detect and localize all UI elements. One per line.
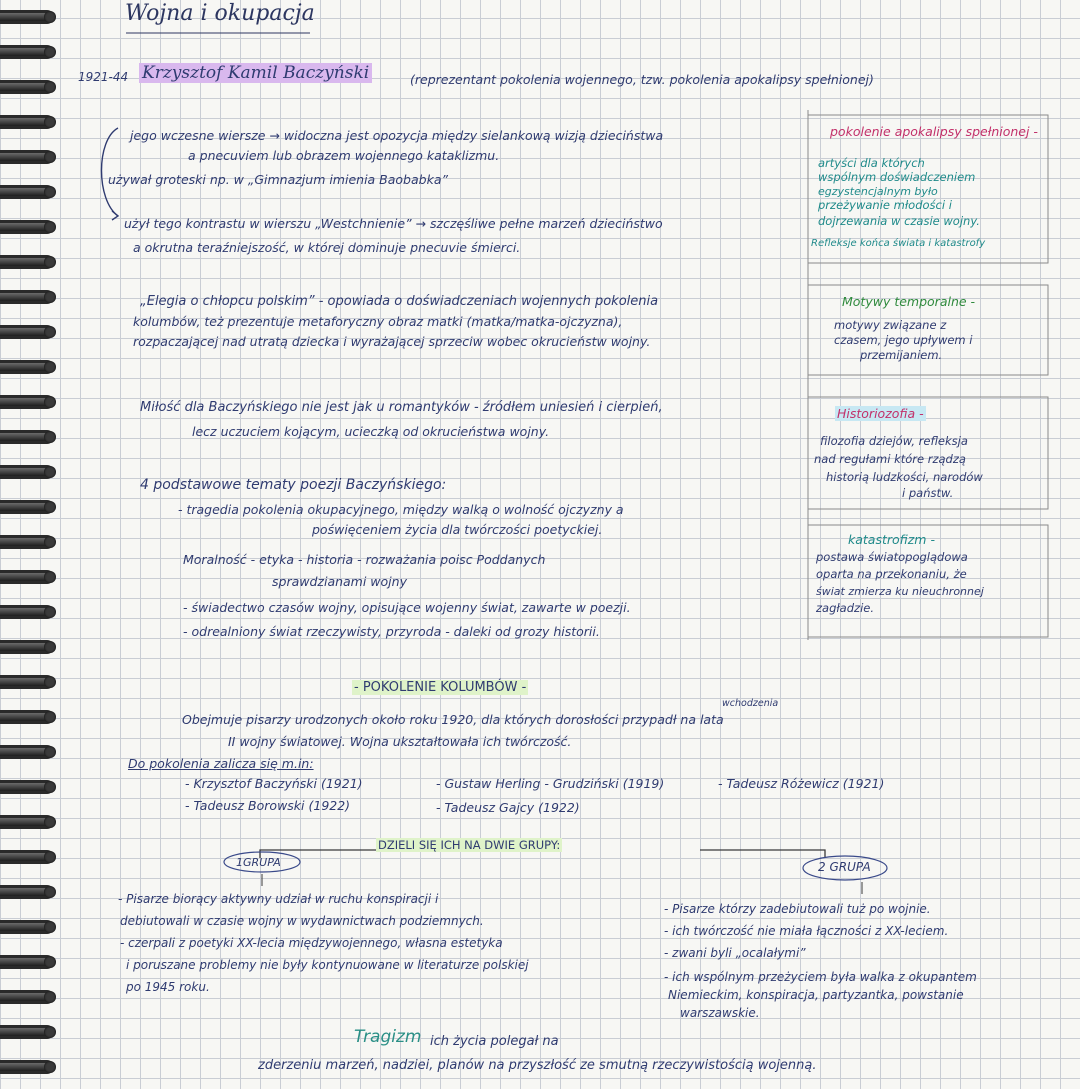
sidebar2-l3: przemijaniem.: [860, 348, 943, 362]
group2-l3: - zwani byli „ocalałymi”: [664, 946, 806, 960]
p2-line2: a okrutna teraźniejszość, w której dominuje pnecuvie śmierci.: [133, 240, 521, 255]
member-1: - Krzysztof Baczyński (1921): [185, 776, 363, 791]
tragizm-l1: ich życia polegał na: [430, 1034, 559, 1049]
group1-label: 1GRUPA: [236, 856, 281, 869]
members-heading: Do pokolenia zalicza się m.in:: [128, 756, 314, 771]
sidebar2-l2: czasem, jego upływem i: [834, 333, 973, 347]
page-title: Wojna i okupacja: [125, 1, 315, 26]
years: 1921-44: [78, 70, 129, 84]
group1-l3: - czerpali z poetyki XX-lecia międzywojennego, własna estetyka: [120, 936, 503, 950]
sidebar3-title: Historiozofia -: [837, 406, 924, 421]
sidebar1-title: pokolenie apokalipsy spełnionej -: [830, 124, 1038, 139]
sidebar2-l1: motywy związane z: [834, 318, 947, 332]
group1-l5: po 1945 roku.: [126, 980, 210, 994]
group1-l1: - Pisarze biorący aktywny udział w ruchu konspiracji i: [118, 892, 439, 906]
sidebar1-l6: Refleksje końca świata i katastrofy: [811, 238, 986, 249]
theme1-line1: - tragedia pokolenia okupacyjnego, między walką o wolność ojczyzny a: [178, 502, 624, 517]
sidebar4-l2: oparta na przekonaniu, że: [816, 567, 967, 581]
sidebar3-l4: i państw.: [902, 486, 954, 500]
sidebar1-l3: egzystencjalnym było: [818, 185, 938, 198]
sidebar3-l1: filozofia dziejów, refleksja: [820, 434, 968, 448]
kolumbowie-heading: - POKOLENIE KOLUMBÓW -: [354, 680, 527, 695]
member-2: - Gustaw Herling - Grudziński (1919): [436, 776, 665, 791]
group2-l6: warszawskie.: [680, 1006, 760, 1020]
sidebar3-l3: historią ludzkości, narodów: [826, 470, 983, 484]
p1-line2: a pnecuviem lub obrazem wojennego kataklizmu.: [188, 148, 500, 163]
sidebar3-l2: nad regułami które rządzą: [814, 452, 966, 466]
theme4: - odrealniony świat rzeczywisty, przyroda - daleki od grozy historii.: [183, 624, 600, 639]
kolumbowie-above: wchodzenia: [722, 698, 779, 709]
group2-l1: - Pisarze którzy zadebiutowali tuż po wojnie.: [664, 902, 931, 916]
group1-l4: i poruszane problemy nie były kontynuowane w literaturze polskiej: [126, 958, 529, 972]
group2-l2: - ich twórczość nie miała łączności z XX-leciem.: [664, 924, 949, 938]
theme3: - świadectwo czasów wojny, opisujące wojenny świat, zawarte w poezji.: [183, 600, 631, 615]
group1-l2: debiutowali w czasie wojny w wydawnictwach podziemnych.: [120, 914, 484, 928]
p2-line1: użył tego kontrastu w wierszu „Westchnienie” → szczęśliwe pełne marzeń dzieciństwo: [124, 216, 663, 231]
p4-line1: Miłość dla Baczyńskiego nie jest jak u romantyków - źródłem uniesień i cierpień,: [140, 400, 663, 415]
sidebar1-l5: dojrzewania w czasie wojny.: [818, 214, 980, 228]
sidebar4-l4: zagładzie.: [816, 601, 874, 615]
sidebar2-title: Motywy temporalne -: [842, 294, 976, 309]
theme2-line1: Moralność - etyka - historia - rozważania poisc Poddanych: [183, 552, 546, 567]
theme2-line2: sprawdzianami wojny: [272, 574, 407, 589]
group2-label: 2 GRUPA: [818, 860, 871, 874]
sidebar4-l3: świat zmierza ku nieuchronnej: [816, 585, 984, 598]
kolumbowie-l2: II wojny światowej. Wojna ukształtowała ich twórczość.: [228, 734, 572, 749]
group2-l5: Niemieckim, konspiracja, partyzantka, powstanie: [668, 988, 964, 1002]
p3-line1: „Elegia o chłopcu polskim” - opowiada o doświadczeniach wojennych pokolenia: [140, 294, 659, 309]
member-5: - Tadeusz Gajcy (1922): [436, 800, 580, 815]
member-4: - Tadeusz Borowski (1922): [185, 798, 351, 813]
p3-line3: rozpaczającej nad utratą dziecka i wyrażającej sprzeciw wobec okrucieństw wojny.: [133, 334, 651, 349]
p3-line2: kolumbów, też prezentuje metaforyczny obraz matki (matka/matka-ojczyzna),: [133, 314, 623, 329]
author-note: (reprezentant pokolenia wojennego, tzw. pokolenia apokalipsy spełnionej): [410, 72, 874, 87]
p1-line1: jego wczesne wiersze → widoczna jest opozycja między sielankową wizją dzieciństwa: [130, 128, 664, 143]
p5-heading: 4 podstawowe tematy poezji Baczyńskiego:: [140, 477, 447, 493]
sidebar4-l1: postawa światopoglądowa: [816, 550, 968, 564]
p1-line3: używał groteski np. w „Gimnazjum imienia Baobabka”: [108, 172, 448, 187]
theme1-line2: poświęceniem życia dla twórczości poetyckiej.: [312, 522, 603, 537]
tragizm-l2: zderzeniu marzeń, nadziei, planów na przyszłość ze smutną rzeczywistością wojenną.: [258, 1058, 817, 1073]
group2-l4: - ich wspólnym przeżyciem była walka z okupantem: [664, 970, 977, 984]
sidebar4-title: katastrofizm -: [848, 532, 935, 547]
author-name: Krzysztof Kamil Baczyński: [139, 63, 372, 83]
tragizm-word: Tragizm: [354, 1027, 422, 1047]
groups-split-label: DZIELI SIĘ ICH NA DWIE GRUPY:: [378, 838, 561, 852]
member-3: - Tadeusz Różewicz (1921): [718, 776, 885, 791]
sidebar1-l1: artyści dla których: [818, 156, 925, 170]
sidebar1-l2: wspólnym doświadczeniem: [818, 170, 976, 184]
group2-arrow: [700, 850, 825, 858]
kolumbowie-l1: Obejmuje pisarzy urodzonych około roku 1920, dla których dorosłości przypadł na lata: [182, 712, 724, 727]
p4-line2: lecz uczuciem kojącym, ucieczką od okrucieństwa wojny.: [192, 424, 550, 439]
sidebar1-l4: przeżywanie młodości i: [818, 198, 952, 212]
